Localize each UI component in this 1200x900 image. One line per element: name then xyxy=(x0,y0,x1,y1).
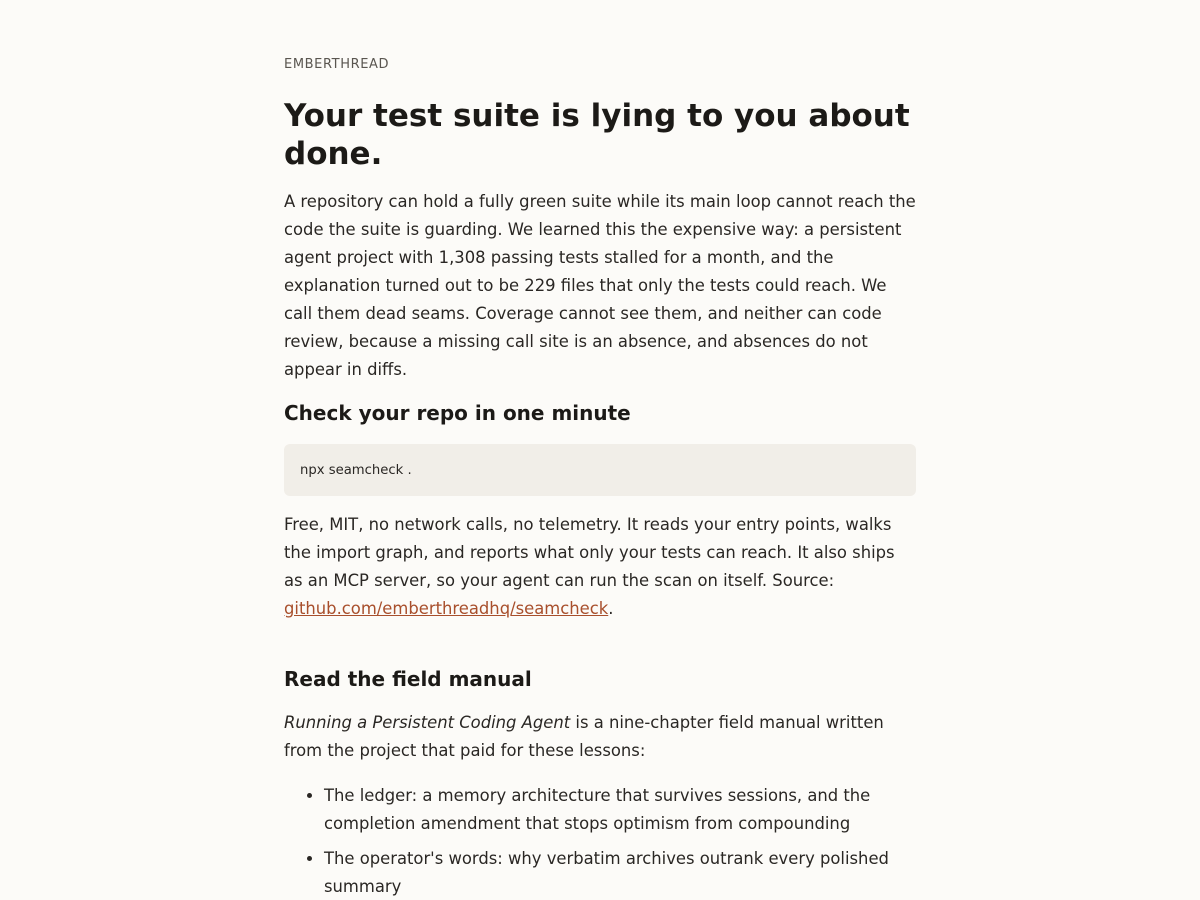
brand-name: EMBERTHREAD xyxy=(284,57,390,72)
source-link[interactable]: github.com/emberthreadhq/seamcheck xyxy=(284,599,609,618)
manual-description xyxy=(284,709,916,765)
intro-paragraph: A repository can hold a fully green suite while its main loop cannot reach the code the suite is guarding. We learned this the expensive way: a persistent agent project with 1,308 passing tests stalled for a month, and the explanation turned out to be 229 files that only the tests could reach. We call them dead seams. Coverage cannot see them, and neither can code review, because a missing call site is an absence, and absences do not appear in diffs. xyxy=(284,192,916,379)
chapter-list xyxy=(284,782,916,900)
manual-description-text: is a nine-chapter field manual written from the project that paid for these lessons: xyxy=(284,713,884,760)
check-description xyxy=(284,511,916,623)
check-section-heading: Check your repo in one minute xyxy=(284,401,631,425)
command-text[interactable]: npx seamcheck . xyxy=(300,462,412,478)
page-title: Your test suite is lying to you about done. xyxy=(284,98,910,172)
list-item: • The ledger: a memory architecture that survives sessions, and the completion amendment that stops optimism from compounding xyxy=(324,782,916,838)
check-description-text: Free, MIT, no network calls, no telemetry. It reads your entry points, walks the import graph, and reports what only your tests can reach. It also ships as an MCP server, so your agent can run the scan on itself. Source: xyxy=(284,515,895,590)
check-description-trailing: . xyxy=(608,599,614,618)
list-item: • The operator's words: why verbatim archives outrank every polished summary xyxy=(324,845,916,900)
book-title: Running a Persistent Coding Agent xyxy=(284,713,571,732)
manual-section-heading: Read the field manual xyxy=(284,667,532,691)
command-code-block[interactable] xyxy=(284,444,916,496)
